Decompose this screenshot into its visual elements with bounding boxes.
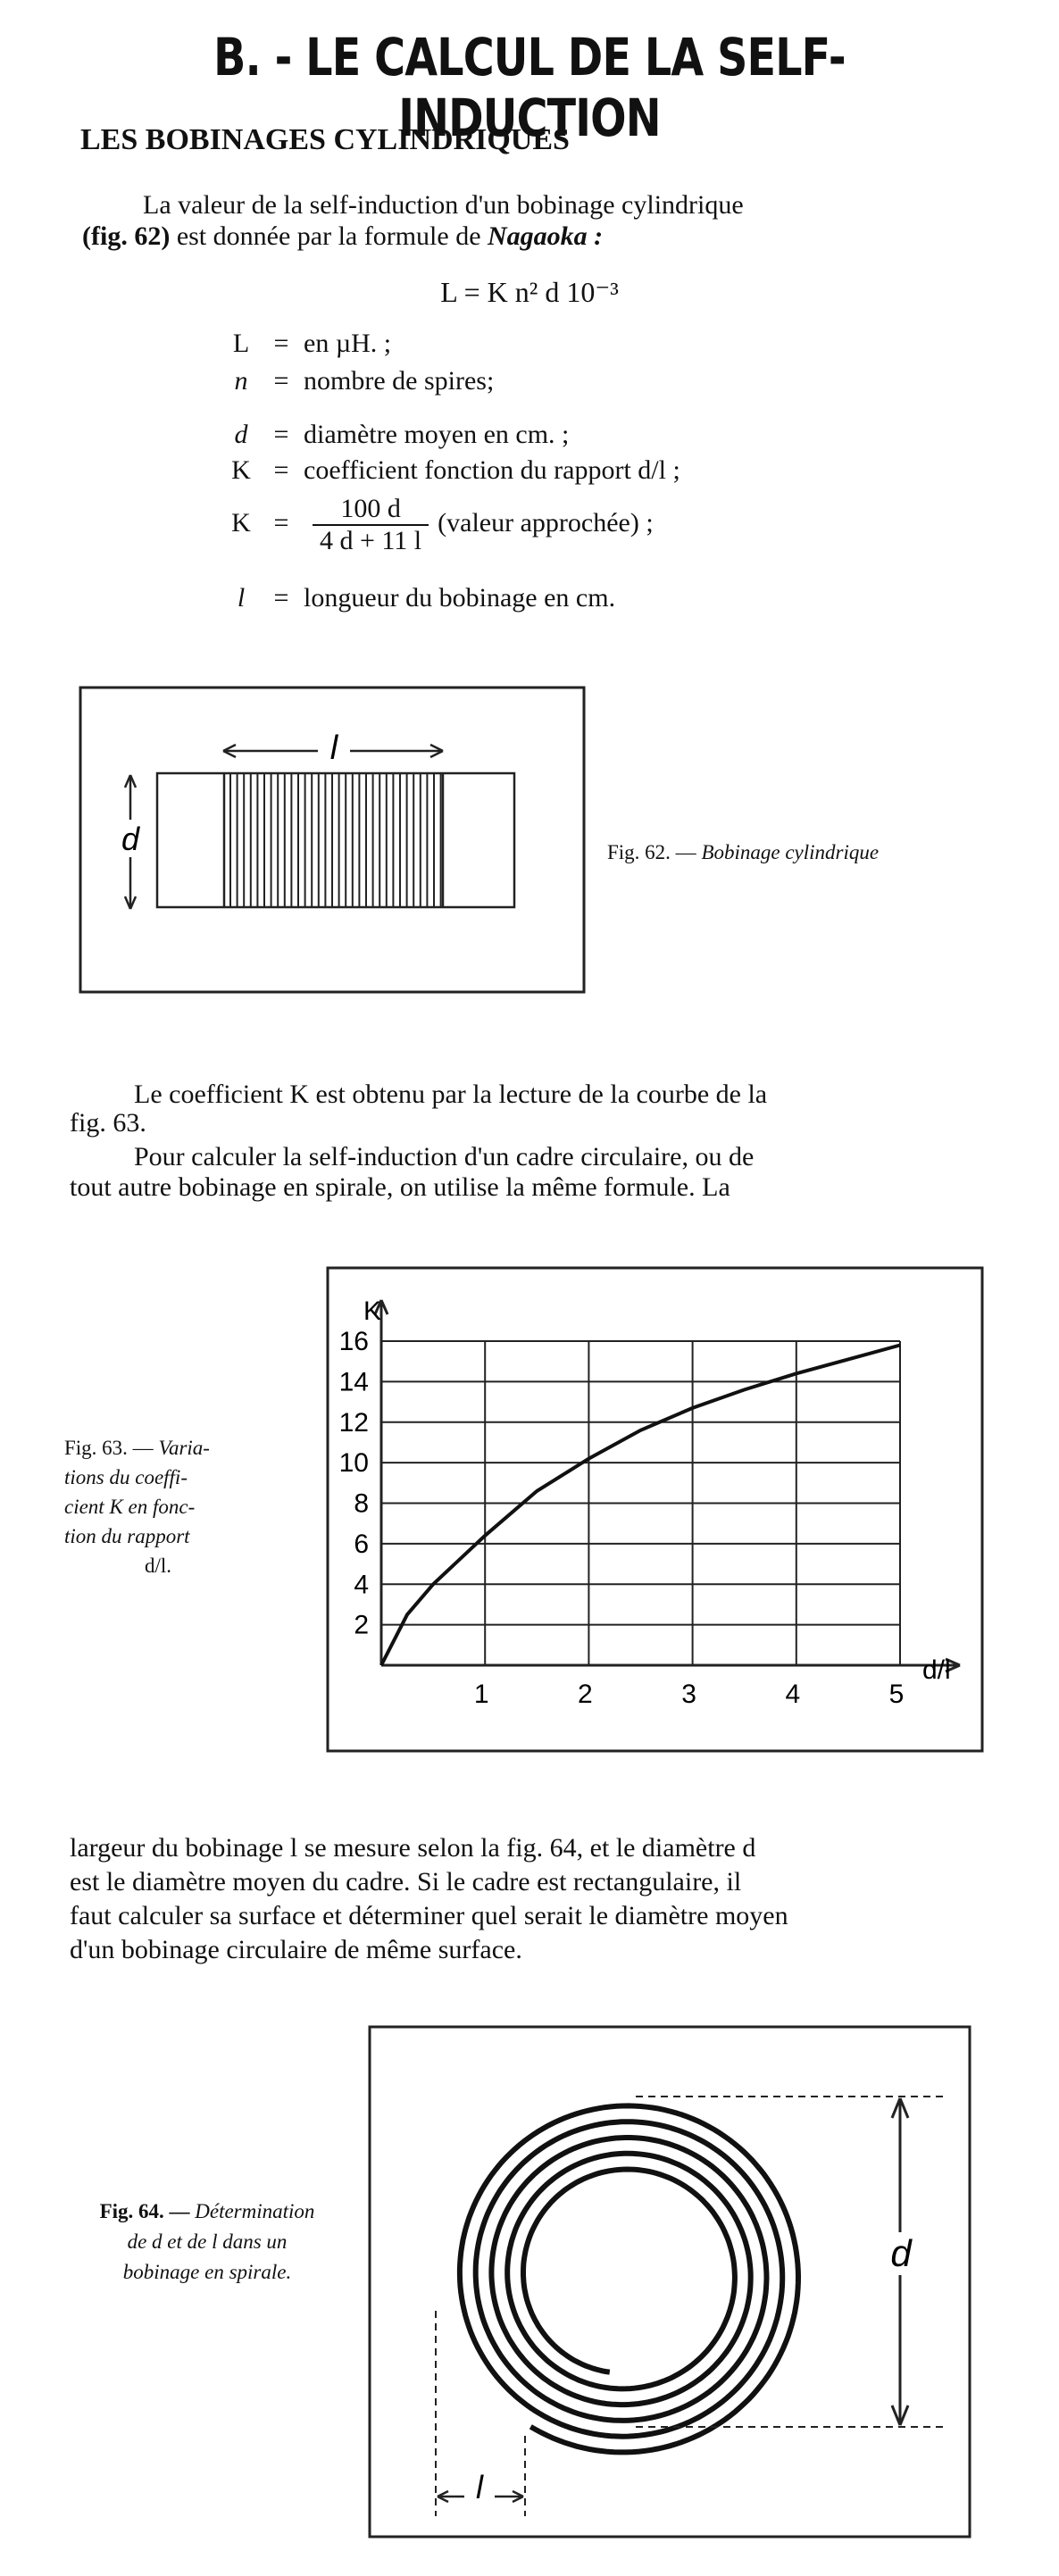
intro-line-1: La valeur de la self-induction d'un bobinage cylindrique [143,190,744,220]
fig63-caption: Fig. 63. — Varia- tions du coeffi- cient K en fonc- tion du rapport d/l. [64,1437,210,1577]
chart-y-label: K [363,1296,382,1326]
def-n: n = nombre de spires; [234,366,495,396]
y-tick-label: 12 [338,1407,369,1438]
fig62-caption: Fig. 62. — Bobinage cylindrique [607,841,880,863]
y-tick-label: 16 [338,1327,369,1356]
para3-line-3: faut calculer sa surface et déterminer quel serait le diamètre moyen [70,1901,788,1930]
def-L: L = en µH. ; [232,329,392,358]
def-K-approx: K = $\frac{100 d}{4 d + 11 l}$ (valeur approchée) ; [231,494,654,555]
para2-line-3: Pour calculer la self-induction d'un cadre circulaire, ou de [134,1142,755,1171]
y-tick-label: 4 [354,1570,369,1600]
fraction: $\frac{100 d}{4 d + 11 l}$ [313,494,429,556]
fig64-label-d: d [890,2232,912,2274]
section-title: LES BOBINAGES CYLINDRIQUES [80,123,570,156]
def-l: l = longueur du bobinage en cm. [237,583,616,613]
y-tick-label: 2 [354,1610,369,1640]
intro-text: est donnée par la formule de [176,221,481,251]
def-d: d = diamètre moyen en cm. ; [234,420,570,449]
chart-curve-K [381,1346,900,1666]
para2-line-4: tout autre bobinage en spirale, on utilise la même formule. La [70,1172,730,1202]
y-tick-label: 10 [338,1448,369,1479]
para3-line-4: d'un bobinage circulaire de même surface. [70,1935,522,1964]
fig62-label-l: l [329,729,338,767]
nagaoka-name: Nagaoka : [488,221,604,251]
fig64-spiral-diagram [368,2025,971,2538]
x-tick-label: 2 [578,1680,593,1709]
chart-x-label: d/l [922,1655,951,1685]
y-tick-label: 6 [354,1529,369,1559]
intro-line-2 [82,221,603,252]
para2-line-1: Le coefficient K est obtenu par la lecture de la courbe de la [134,1080,768,1109]
x-tick-label: 1 [473,1680,489,1709]
y-tick-label: 14 [338,1367,369,1397]
para3-line-1: largeur du bobinage l se mesure selon la fig. 64, et le diamètre d [70,1833,756,1863]
spiral-winding [460,2105,798,2452]
def-K: K = coefficient fonction du rapport d/l ; [231,455,680,485]
x-tick-label: 5 [888,1680,905,1709]
y-tick-label: 8 [354,1488,369,1519]
fig-ref: (fig. 62) [82,221,171,251]
fig64-caption: Fig. 64. — Détermination de d et de l dans un bobinage en spirale. [99,2200,315,2283]
para3-line-2: est le diamètre moyen du cadre. Si le cadre est rectangulaire, il [70,1867,742,1897]
para2-line-2: fig. 63. [70,1108,146,1138]
page-title: B. - LE CALCUL DE LA SELF-INDUCTION [213,27,846,148]
nagaoka-formula: L = K n² d 10⁻³ [440,276,619,308]
fig62-coil-diagram [79,686,586,994]
fig63-chart [326,1266,984,1753]
fig64-label-l: l [476,2469,483,2505]
x-tick-label: 4 [785,1680,801,1709]
x-tick-label: 3 [681,1680,696,1709]
fig62-label-d: d [121,821,140,857]
